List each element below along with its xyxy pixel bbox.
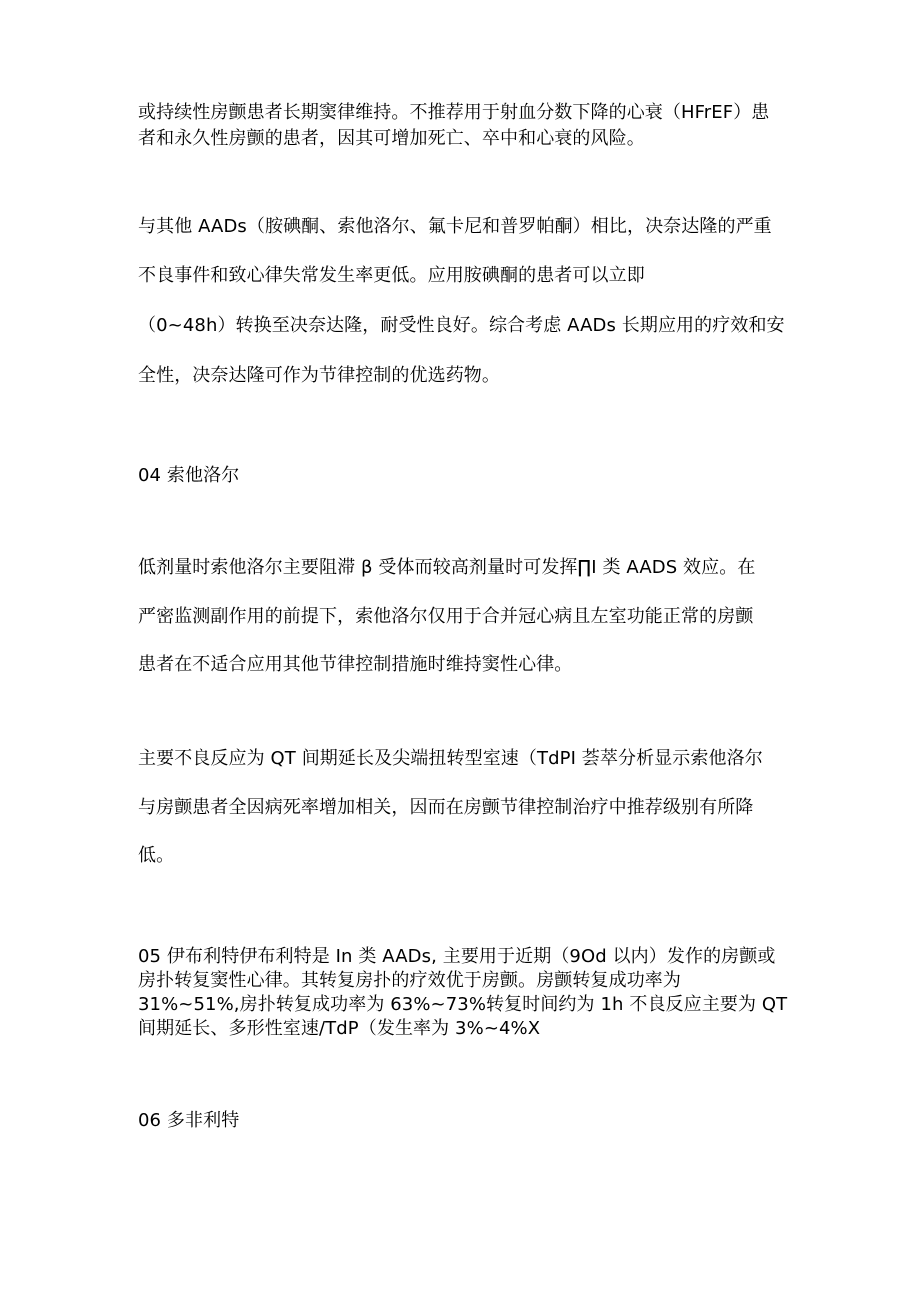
paragraph-5-line-4: 间期延长、多形性室速/TdP（发生率为 3%~4%X bbox=[138, 1018, 541, 1039]
paragraph-5-line-1: 05 伊布利特伊布利特是 In 类 AADs, 主要用于近期（9Od 以内）发作的房颤或 bbox=[138, 946, 776, 967]
paragraph-3-line-3: 患者在不适合应用其他节律控制措施时维持窦性心律。 bbox=[138, 654, 573, 675]
paragraph-5-line-3: 31%~51%,房扑转复成功率为 63%~73%转复时间约为 1h 不良反应主要为 QT bbox=[138, 994, 788, 1015]
paragraph-2-line-1: 与其他 AADs（胺碘酮、索他洛尔、氟卡尼和普罗帕酮）相比，决奈达隆的严重 bbox=[138, 216, 772, 237]
paragraph-2-line-4: 全性，决奈达隆可作为节律控制的优选药物。 bbox=[138, 365, 500, 386]
paragraph-4-line-2: 与房颤患者全因病死率增加相关，因而在房颤节律控制治疗中推荐级别有所降 bbox=[138, 797, 754, 818]
paragraph-5-line-2: 房扑转复窦性心律。其转复房扑的疗效优于房颤。房颤转复成功率为 bbox=[138, 970, 681, 991]
paragraph-4-line-3: 低。 bbox=[138, 845, 175, 866]
section-heading-06: 06 多非利特 bbox=[138, 1110, 240, 1131]
paragraph-2-line-2: 不良事件和致心律失常发生率更低。应用胺碘酮的患者可以立即 bbox=[138, 265, 645, 286]
paragraph-1-line-2: 者和永久性房颤的患者，因其可增加死亡、卒中和心衰的风险。 bbox=[138, 128, 645, 149]
paragraph-1-line-1: 或持续性房颤患者长期窦律维持。不推荐用于射血分数下降的心衰（HFrEF）患 bbox=[138, 102, 770, 123]
paragraph-3-line-1: 低剂量时索他洛尔主要阻滞 β 受体而较高剂量时可发挥∏I 类 AADS 效应。在 bbox=[138, 557, 756, 578]
paragraph-2-line-3: （0~48h）转换至决奈达隆，耐受性良好。综合考虑 AADs 长期应用的疗效和安 bbox=[138, 315, 785, 336]
section-heading-04: 04 索他洛尔 bbox=[138, 465, 240, 486]
paragraph-3-line-2: 严密监测副作用的前提下，索他洛尔仅用于合并冠心病且左室功能正常的房颤 bbox=[138, 606, 754, 627]
paragraph-4-line-1: 主要不良反应为 QT 间期延长及尖端扭转型室速（TdPI 荟萃分析显示索他洛尔 bbox=[138, 748, 763, 769]
